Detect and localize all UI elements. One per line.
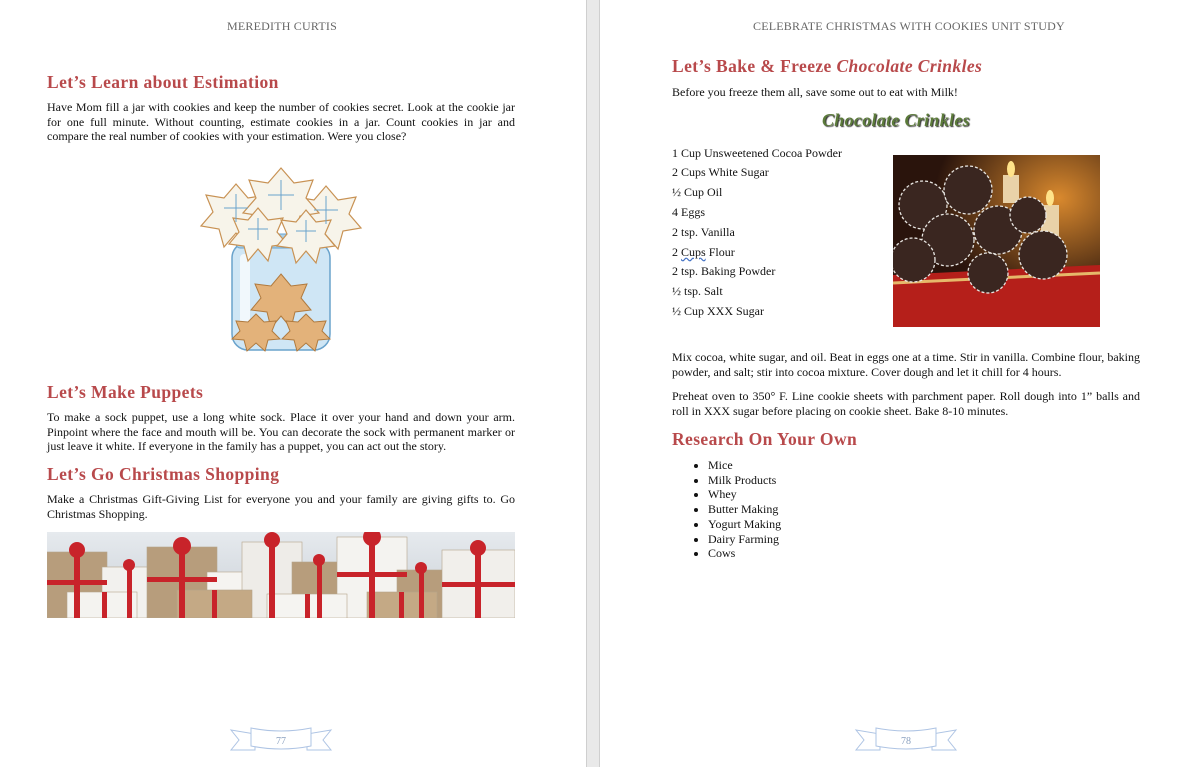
ingredient-item: 4 Eggs bbox=[672, 205, 705, 219]
ingredient-item: 1 Cup Unsweetened Cocoa Powder bbox=[672, 146, 842, 160]
shopping-text: Make a Christmas Gift-Giving List for everyone you and your family are giving gifts to. Go Christmas Shopping. bbox=[47, 492, 515, 521]
ingredient-item-flour bbox=[672, 245, 735, 260]
list-item: • Milk Products bbox=[708, 473, 781, 488]
estimation-heading: Let’s Learn about Estimation bbox=[47, 72, 279, 92]
bake-heading-italic: Chocolate Crinkles bbox=[836, 56, 983, 76]
ingredient-item: 2 tsp. Vanilla bbox=[672, 225, 735, 239]
list-item: • Yogurt Making bbox=[708, 517, 781, 532]
page-gutter bbox=[586, 0, 600, 767]
ingredient-item: 2 tsp. Baking Powder bbox=[672, 264, 776, 278]
research-heading: Research On Your Own bbox=[672, 429, 858, 449]
right-page bbox=[600, 0, 1192, 767]
ingredient-item: ½ tsp. Salt bbox=[672, 284, 723, 298]
list-item: • Whey bbox=[708, 487, 781, 502]
list-item: • Dairy Farming bbox=[708, 532, 781, 547]
flour-amount: 2 bbox=[672, 245, 678, 259]
bake-heading bbox=[672, 56, 982, 77]
ingredient-item: 2 Cups White Sugar bbox=[672, 165, 769, 179]
cookie-jar-illustration bbox=[196, 164, 366, 358]
gift-boxes-banner bbox=[47, 532, 515, 618]
page-number: 78 bbox=[901, 736, 911, 747]
recipe-instructions-2: Preheat oven to 350° F. Line cookie sheets with parchment paper. Roll dough into 1” balls and roll in XXX sugar before placing on cookie sheet. Bake 8-10 minutes. bbox=[672, 389, 1140, 418]
list-item: • Mice bbox=[708, 458, 781, 473]
list-item: • Butter Making bbox=[708, 502, 781, 517]
flour-label: Flour bbox=[708, 245, 735, 259]
shopping-heading: Let’s Go Christmas Shopping bbox=[47, 464, 280, 484]
ingredient-item: ½ Cup Oil bbox=[672, 185, 723, 199]
ingredient-item: ½ Cup XXX Sugar bbox=[672, 304, 764, 318]
recipe-instructions-1: Mix cocoa, white sugar, and oil. Beat in eggs one at a time. Stir in vanilla. Combine flour, baking powder, and salt; stir into cocoa mixture. Cover dough and let it chill for 4 hours. bbox=[672, 350, 1140, 379]
bake-heading-text: Let’s Bake & Freeze bbox=[672, 56, 837, 76]
running-header: CELEBRATE CHRISTMAS WITH COOKIES UNIT STUDY bbox=[753, 19, 1065, 33]
left-page bbox=[0, 0, 586, 767]
running-header: MEREDITH CURTIS bbox=[227, 19, 337, 33]
page-number-ribbon bbox=[854, 724, 958, 756]
research-list bbox=[688, 458, 781, 561]
bake-intro: Before you freeze them all, save some out to eat with Milk! bbox=[672, 85, 958, 99]
recipe-title: Chocolate Crinkles bbox=[822, 110, 970, 130]
estimation-text: Have Mom fill a jar with cookies and keep the number of cookies secret. Look at the cookie jar for one full minute. Without counting, estimate cookies in a jar. Count cookies in jar and compare the real number of cookies with your estimation. Were you close? bbox=[47, 100, 515, 143]
chocolate-crinkles-photo bbox=[893, 155, 1100, 327]
puppets-heading: Let’s Make Puppets bbox=[47, 382, 204, 402]
page-number-ribbon bbox=[229, 724, 333, 756]
page-number: 77 bbox=[276, 736, 286, 747]
puppets-text: To make a sock puppet, use a long white sock. Place it over your hand and down your arm. Pinpoint where the face and mouth will be. You can decorate the sock with permanent marker or just leave it white. If everyone in the family has a puppet, you can act out the story. bbox=[47, 410, 515, 453]
flour-unit-spellcheck: Cups bbox=[681, 245, 706, 259]
list-item: • Cows bbox=[708, 546, 781, 561]
